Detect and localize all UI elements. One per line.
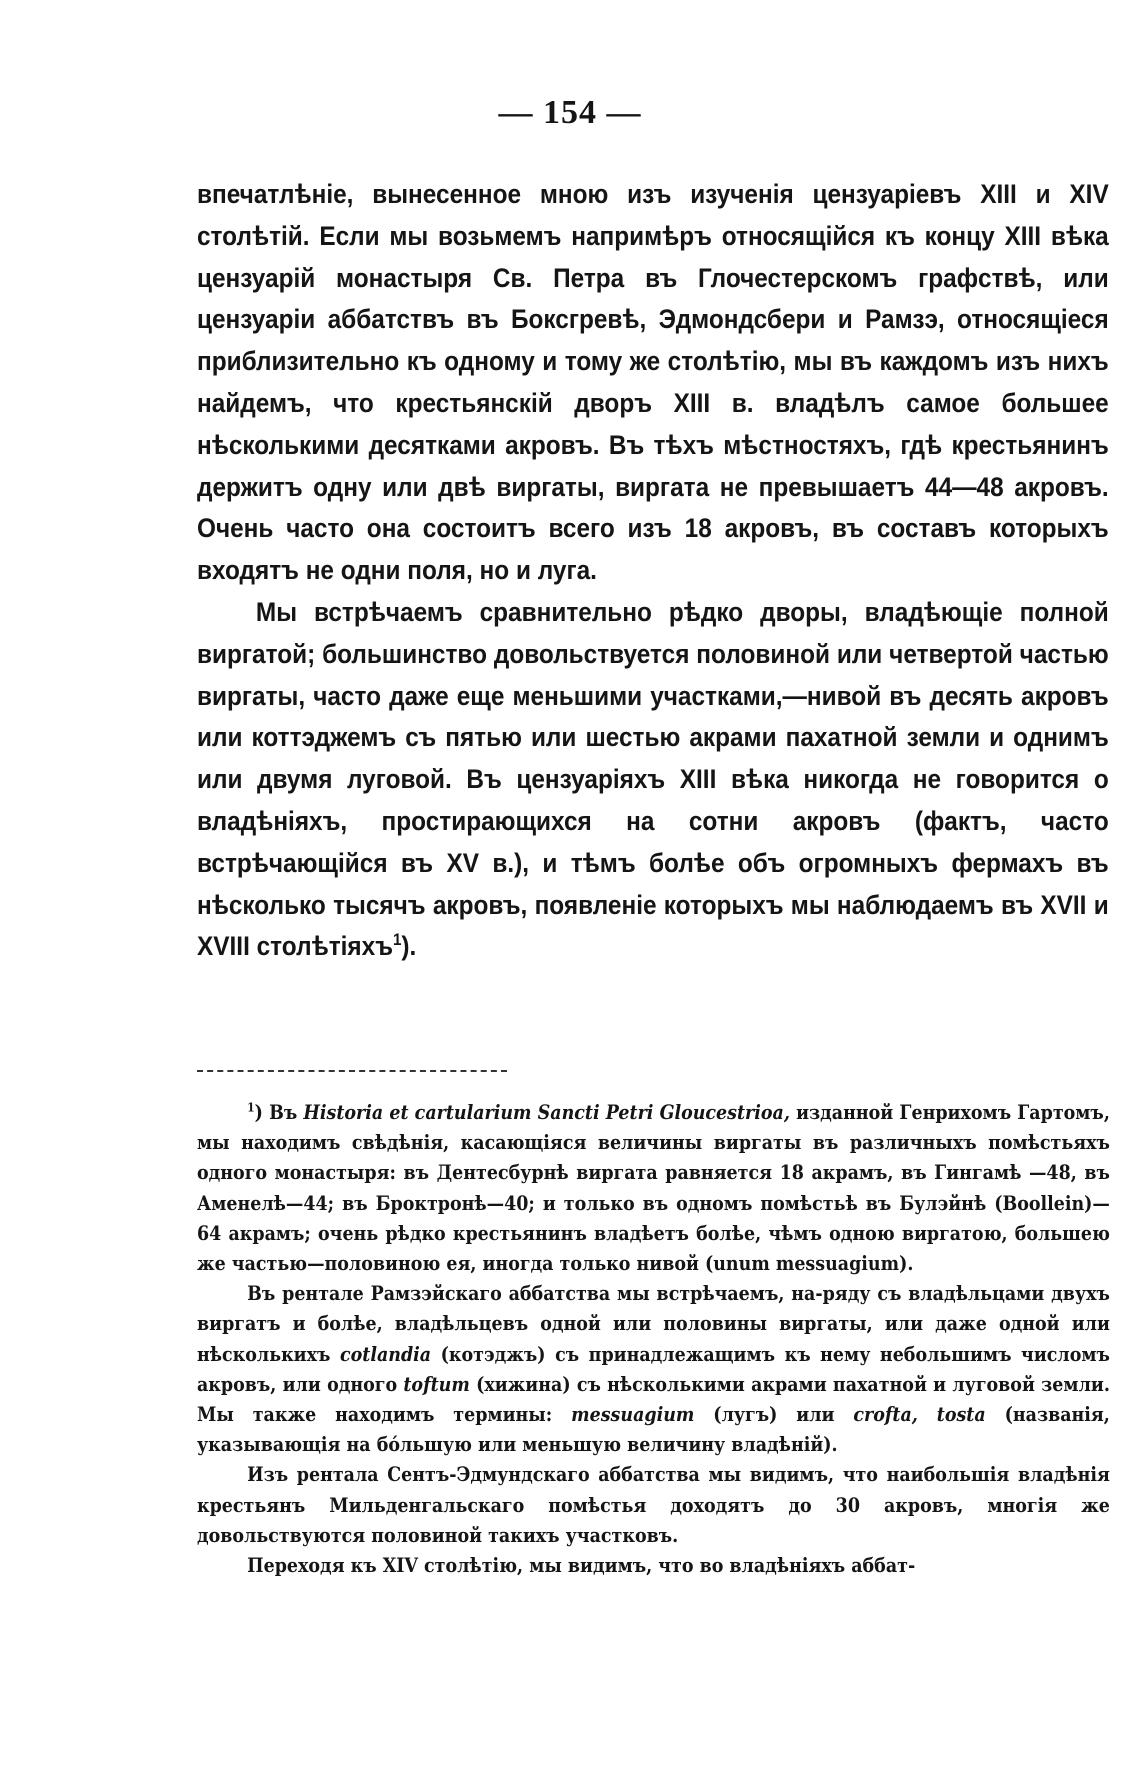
footnote-reference: 1 <box>392 931 402 950</box>
footnote-1-text: изданной Генрихомъ Гартомъ, мы находимъ свѣдѣнія, касающіяся величины виргаты въ различныхъ помѣстьяхъ одного монастыря: въ Дентесбурнѣ виргата равняется 18 акрамъ, въ Гингамѣ —48, въ Аменелѣ—44; въ Броктронѣ—40; и только въ одномъ помѣстьѣ въ Булэйнѣ (Boollein)—64 акрамъ; очень рѣдко крестьянинъ владѣетъ болѣе, чѣмъ одною виргатою, большею же частью—половиною ея, иногда только нивой (unum messuagium). <box>197 1101 1110 1276</box>
footnote-2 <box>197 1279 1110 1460</box>
footnote-1 <box>197 1098 1110 1279</box>
footnote-2-part-b: (котэджъ) съ принадлежащимъ къ нему небольшимъ числомъ акровъ, или одного <box>197 1342 1110 1396</box>
paragraph-2-text: Мы встрѣчаемъ сравнительно рѣдко дворы, владѣющіе полной виргатой; большинство довольствуется половиной или четвертой частью виргаты, часто даже еще меньшими участками,—нивой въ десять акровъ или коттэджемъ съ пятью или шестью акрами пахатной земли и однимъ или двумя луговой. Въ цензуаріяхъ XIII вѣка никогда не говорится о владѣніяхъ, простирающихся на сотни акровъ (фактъ, часто встрѣчающійся въ XV в.), и тѣмъ болѣе объ огромныхъ фермахъ въ нѣсколько тысячъ акровъ, появленіе которыхъ мы наблюдаемъ въ XVII и XVIII столѣтіяхъ <box>197 596 1109 962</box>
footnote-2-part-e: (названія, указывающія на бо́льшую или меньшую величину владѣній). <box>197 1403 1110 1457</box>
footnote-1-intro: ) Въ <box>254 1101 304 1124</box>
paragraph-2-end: ). <box>401 931 417 962</box>
footnote-2-part-a: Въ рентале Рамзэйскаго аббатства мы встрѣчаемъ, на-ряду съ владѣльцами двухъ виргатъ и болѣе, владѣльцевъ одной или половины виргаты, или даже одной или нѣсколькихъ <box>197 1282 1110 1366</box>
footnotes <box>197 1098 1110 1581</box>
footnote-divider <box>197 1070 507 1072</box>
footnote-1-title: Historia et cartularium Sancti Petri Gloucestrioa, <box>303 1101 790 1124</box>
footnote-1-mark: 1 <box>247 1100 255 1115</box>
main-text <box>197 174 1109 968</box>
footnote-2-term-messuagium: messuagium <box>571 1403 695 1427</box>
footnote-4: Переходя къ XIV столѣтію, мы видимъ, что во владѣніяхъ аббат- <box>247 1554 916 1578</box>
paragraph-2 <box>197 592 1109 968</box>
page-number: — 154 — <box>498 94 642 131</box>
footnote-2-part-c: (хижина) съ нѣсколькими акрами пахатной и луговой земли. Мы также находимъ термины: <box>197 1372 1110 1427</box>
footnote-2-part-d: (лугъ) или <box>694 1403 854 1427</box>
footnote-2-term-toftum: toftum <box>403 1372 470 1396</box>
footnote-2-term-cotlandia: cotlandia <box>339 1342 432 1366</box>
footnote-2-term-crofta: crofta, tosta <box>853 1403 986 1427</box>
footnote-3: Изъ рентала Сентъ-Эдмундскаго аббатства мы видимъ, что наибольшія владѣнія крестьянъ Мильденгальскаго помѣстья доходятъ до 30 акровъ, многія же довольствуются половиной такихъ участковъ. <box>197 1463 1110 1547</box>
paragraph-1: впечатлѣніе, вынесенное мною изъ изученія цензуаріевъ XIII и XIV столѣтій. Если мы возьмемъ напримѣръ относящійся къ концу XIII вѣка цензуарій монастыря Св. Петра въ Глочестерскомъ графствѣ, или цензуаріи аббатствъ въ Боксгревѣ, Эдмондсбери и Рамзэ, относящіеся приблизительно къ одному и тому же столѣтію, мы въ каждомъ изъ нихъ найдемъ, что крестьянскій дворъ XIII в. владѣлъ самое большее нѣсколькими десятками акровъ. Въ тѣхъ мѣстностяхъ, гдѣ крестьянинъ держитъ одну или двѣ виргаты, виргата не превышаетъ 44—48 акровъ. Очень часто она состоитъ всего изъ 18 акровъ, въ составъ которыхъ входятъ не одни поля, но и луга. <box>197 179 1109 586</box>
